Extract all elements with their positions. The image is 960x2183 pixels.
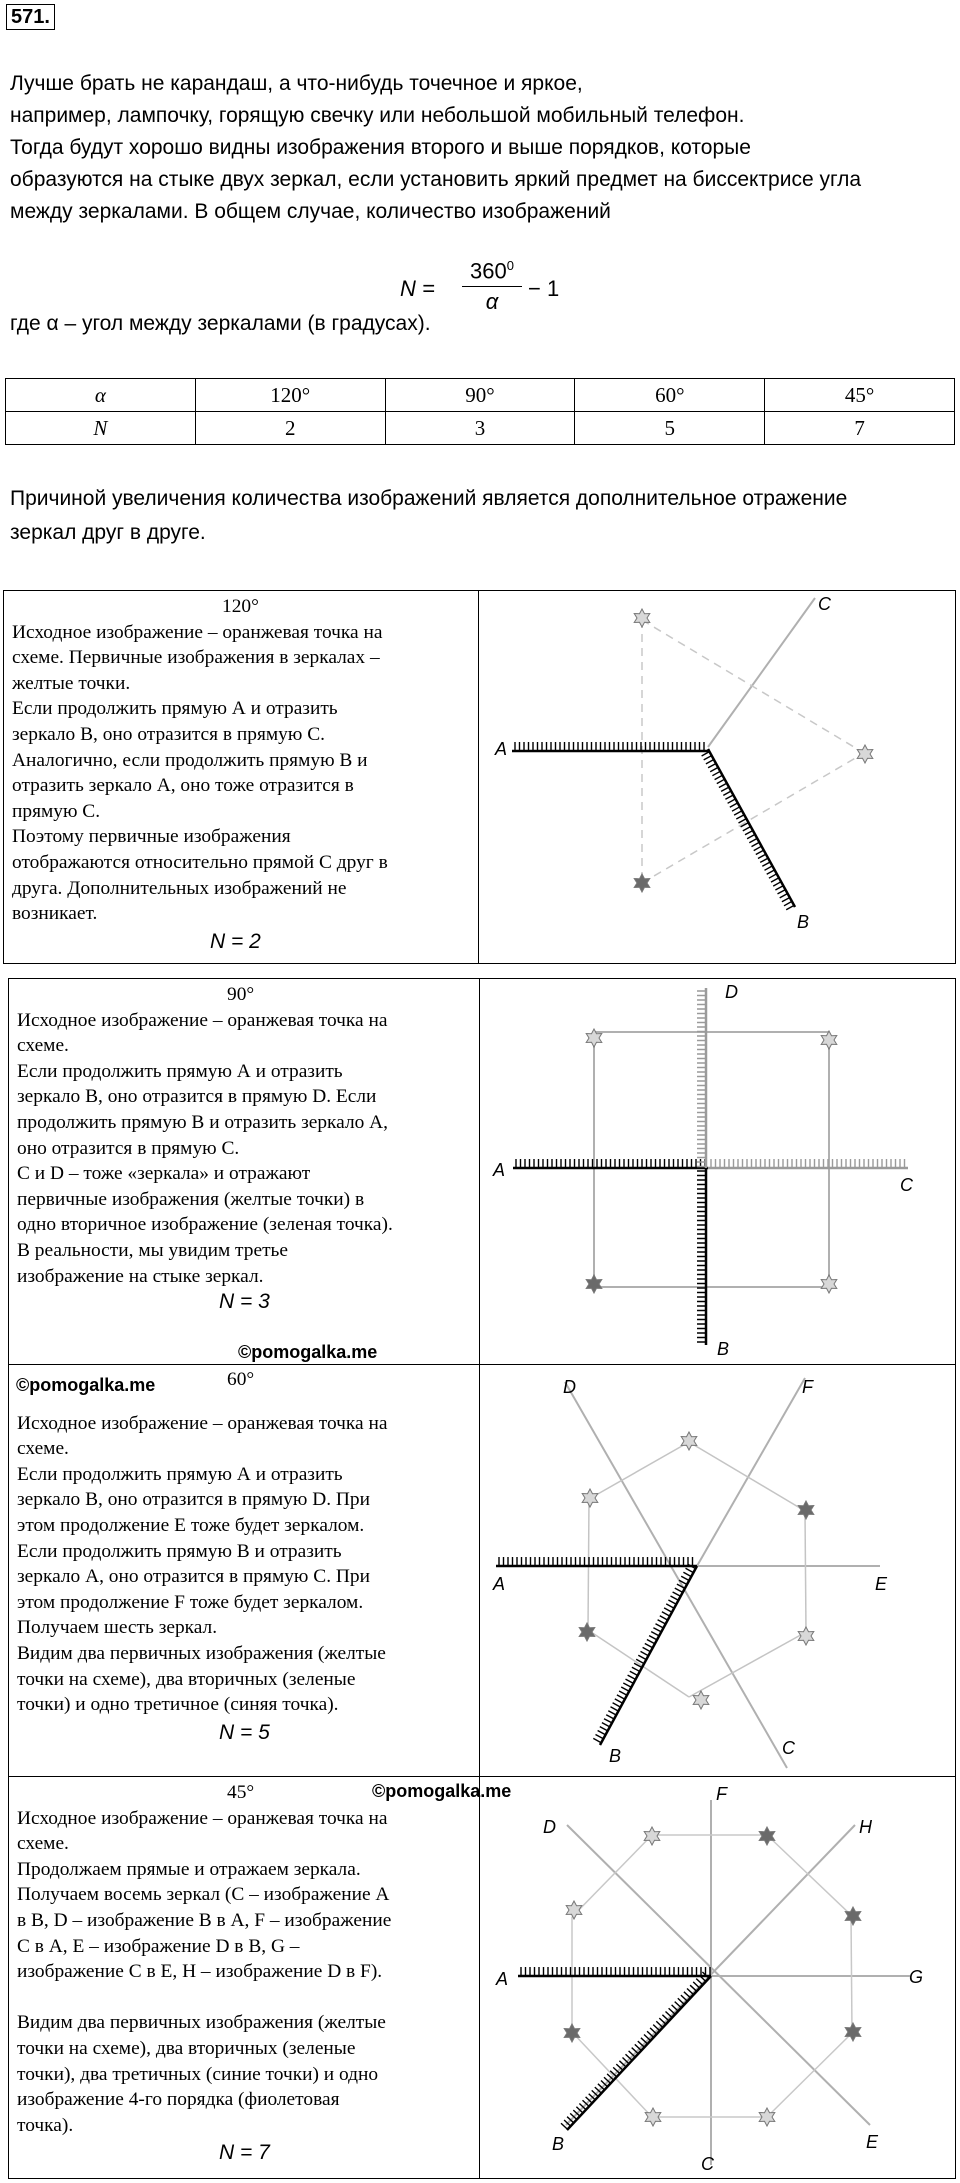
- section-line: Если продолжить прямую А и отразить: [17, 1463, 343, 1485]
- intro-line: например, лампочку, горящую свечку или небольшой мобильный телефон.: [10, 104, 745, 127]
- axis-label: B: [609, 1746, 622, 1766]
- axis-label: C: [701, 2154, 714, 2174]
- intro-line: Лучше брать не карандаш, а что-нибудь точечное и яркое,: [10, 72, 583, 95]
- mirror-hatch: [515, 742, 704, 751]
- polygon-edge: [805, 1511, 806, 1632]
- section-line: первичные изображения (желтые точки) в: [17, 1188, 365, 1210]
- intro-line: между зеркалами. В общем случае, количество изображений: [10, 200, 611, 223]
- section-line: возникает.: [12, 903, 98, 925]
- axis-label: C: [818, 594, 831, 614]
- formula-lhs: N =: [400, 276, 435, 301]
- line-d-c: [565, 1382, 787, 1768]
- axis-label: D: [543, 1817, 556, 1837]
- axis-label: C: [900, 1175, 913, 1195]
- image-star-icon: [845, 1907, 861, 1925]
- section-line: Поэтому первичные изображения: [12, 826, 291, 848]
- polygon-edge: [767, 2033, 852, 2117]
- axis-label: A: [493, 1574, 506, 1594]
- cause-line: Причиной увеличения количества изображений является дополнительное отражение: [10, 487, 848, 510]
- section-angle: 120°: [222, 596, 259, 617]
- axis-label: G: [909, 1967, 924, 1987]
- section-line: Видим два первичных изображения (желтые: [17, 1642, 386, 1664]
- image-star-icon: [634, 874, 650, 892]
- table-cell: 7: [765, 412, 955, 445]
- section-line: зеркало В, оно отразится в прямую D. При: [17, 1489, 370, 1511]
- axis-label: H: [859, 1817, 872, 1837]
- axis-label: B: [552, 2134, 565, 2154]
- image-star-icon: [821, 1275, 837, 1293]
- mirror-line: [567, 1976, 711, 2130]
- watermark: ©pomogalka.me: [16, 1375, 156, 1395]
- axis-label: E: [875, 1574, 888, 1594]
- section-line: отображаются относительно прямой С друг в: [12, 851, 388, 873]
- formula-numerator-sup: 0: [506, 258, 514, 273]
- table-cell: 3: [385, 412, 575, 445]
- section-n: N = 5: [219, 1720, 270, 1744]
- dashed-line: [642, 753, 864, 883]
- image-star-icon: [798, 1501, 814, 1519]
- table-cell: 2: [195, 412, 385, 445]
- section-line: точки), два третичных (синие точки) и одно: [17, 2063, 379, 2085]
- mirror-hatch: [702, 752, 795, 910]
- table-cell: 45°: [765, 379, 955, 412]
- section-line: точки) и одно третичное (синяя точка).: [17, 1694, 339, 1716]
- table-cell: 60°: [575, 379, 765, 412]
- table-cell: N: [6, 412, 196, 445]
- section-line: Исходное изображение – оранжевая точка на: [12, 621, 383, 643]
- section-line: изображение С в Е, Н – изображение D в F).: [17, 1961, 383, 1983]
- section-line: изображение на стыке зеркал.: [17, 1265, 264, 1287]
- line-c: [708, 598, 815, 747]
- image-star-icon: [582, 1489, 598, 1507]
- section-line: Исходное изображение – оранжевая точка на: [17, 1412, 388, 1434]
- section-line: С в А, Е – изображение D в В, G –: [17, 1935, 300, 1957]
- section-line: схеме.: [17, 1035, 69, 1057]
- image-star-icon: [857, 745, 873, 763]
- section-angle: 60°: [227, 1369, 255, 1390]
- mirror-line: [708, 749, 795, 907]
- section-n: N = 3: [219, 1290, 270, 1314]
- section-line: Аналогично, если продолжить прямую В и: [12, 749, 368, 771]
- intro-line: Тогда будут хорошо видны изображения второго и выше порядков, которые: [10, 136, 751, 159]
- axis-label: E: [866, 2132, 879, 2152]
- table-cell: 120°: [195, 379, 385, 412]
- section-line: в В, D – изображение В в А, F – изображение: [17, 1909, 392, 1931]
- image-star-icon: [579, 1623, 595, 1641]
- polygon-edge: [572, 1835, 652, 1917]
- section-n: N = 7: [219, 2141, 270, 2165]
- axis-label: B: [797, 912, 810, 932]
- table-cell: α: [6, 379, 196, 412]
- image-star-icon: [821, 1031, 837, 1049]
- image-star-icon: [645, 2108, 661, 2126]
- section-angle: 45°: [227, 1782, 255, 1803]
- axis-label: A: [495, 739, 508, 759]
- mirror-hatch: [593, 1564, 695, 1742]
- axis-label: C: [782, 1738, 795, 1758]
- image-star-icon: [681, 1432, 697, 1450]
- image-star-icon: [644, 1827, 660, 1845]
- section-line: желтые точки.: [12, 672, 131, 694]
- axis-label: D: [563, 1377, 576, 1397]
- image-star-icon: [798, 1627, 814, 1645]
- section-line: оно отразится в прямую С.: [17, 1137, 240, 1159]
- section-line: изображение 4-го порядка (фиолетовая: [17, 2089, 340, 2111]
- image-star-icon: [759, 1827, 775, 1845]
- section-line: Если продолжить прямую В и отразить: [17, 1540, 342, 1562]
- polygon-edge: [689, 1632, 806, 1697]
- mirror-hatch: [499, 1557, 693, 1566]
- mirror-hatch: [697, 1171, 706, 1342]
- section-n: N = 2: [210, 929, 261, 953]
- mirror-hatch: [697, 991, 706, 1167]
- section-line: Получаем восемь зеркал (С – изображение А: [17, 1884, 390, 1906]
- section-line: Исходное изображение – оранжевая точка на: [17, 1009, 388, 1031]
- section-line: схеме. Первичные изображения в зеркалах –: [12, 647, 380, 669]
- section-line: продолжить прямую В и отразить зеркало А,: [17, 1111, 389, 1133]
- section-line: В реальности, мы увидим третье: [17, 1239, 288, 1261]
- image-star-icon: [586, 1275, 602, 1293]
- section-angle: 90°: [227, 984, 255, 1005]
- section-line: точки на схеме), два вторичных (зеленые: [17, 1668, 356, 1690]
- section-line: схеме.: [17, 1833, 69, 1855]
- formula-denominator: α: [485, 289, 499, 315]
- polygon-edge: [689, 1442, 805, 1511]
- mirror-hatch: [711, 1159, 905, 1168]
- axis-label: D: [725, 982, 738, 1002]
- section-line: схеме.: [17, 1438, 69, 1460]
- polygon-edge: [572, 2032, 652, 2117]
- section-line: одно вторичное изображение (зеленая точка).: [17, 1214, 393, 1236]
- section-line: отразить зеркало А, оно тоже отразится в: [12, 775, 354, 797]
- line-f: [697, 1378, 805, 1566]
- dashed-line: [642, 620, 864, 753]
- section-line: Продолжаем прямые и отражаем зеркала.: [17, 1858, 361, 1880]
- axis-label: F: [716, 1784, 727, 1804]
- mirror-hatch: [521, 1967, 710, 1976]
- formula-numerator-value: 360: [470, 258, 507, 284]
- watermark: ©pomogalka.me: [372, 1781, 512, 1801]
- cause-line: зеркал друг в друге.: [10, 521, 206, 544]
- section-line: прямую С.: [12, 800, 101, 822]
- axis-label: A: [496, 1969, 509, 1989]
- section-line: зеркало А, оно отразится в прямую С. При: [17, 1566, 370, 1588]
- image-star-icon: [564, 2024, 580, 2042]
- section-line: друга. Дополнительных изображений не: [12, 877, 347, 899]
- section-line: Получаем шесть зеркал.: [17, 1617, 218, 1639]
- axis-label: B: [717, 1339, 730, 1359]
- section-line: этом продолжение F тоже будет зеркалом.: [17, 1591, 364, 1613]
- section-line: зеркало В, оно отразится в прямую D. Если: [17, 1086, 377, 1108]
- axis-label: F: [802, 1377, 813, 1397]
- table-cell: 5: [575, 412, 765, 445]
- section-line: С и D – тоже «зеркала» и отражают: [17, 1163, 311, 1185]
- section-line: Если продолжить прямую А и отразить: [17, 1060, 343, 1082]
- section-line: Видим два первичных изображения (желтые: [17, 2012, 386, 2034]
- section-line: Если продолжить прямую А и отразить: [12, 698, 338, 720]
- watermark: ©pomogalka.me: [238, 1342, 378, 1362]
- mirror-hatch: [516, 1159, 705, 1168]
- intro-line: образуются на стыке двух зеркал, если установить яркий предмет на биссектрисе угла: [10, 168, 862, 191]
- where-text: где α – угол между зеркалами (в градусах).: [10, 312, 431, 335]
- table-cell: 90°: [385, 379, 575, 412]
- section-line: Исходное изображение – оранжевая точка на: [17, 1807, 388, 1829]
- section-line: точки на схеме), два вторичных (зеленые: [17, 2037, 356, 2059]
- polygon-edge: [588, 1630, 689, 1697]
- problem-number: 571.: [6, 4, 55, 30]
- image-star-icon: [566, 1901, 582, 1919]
- axis-label: A: [493, 1160, 506, 1180]
- image-star-icon: [634, 609, 650, 627]
- polygon-edge: [851, 1915, 852, 2033]
- section-line: зеркало В, оно отразится в прямую С.: [12, 723, 325, 745]
- formula-tail: − 1: [528, 276, 560, 301]
- section-line: точка).: [17, 2114, 74, 2136]
- section-line: этом продолжение Е тоже будет зеркалом.: [17, 1514, 365, 1536]
